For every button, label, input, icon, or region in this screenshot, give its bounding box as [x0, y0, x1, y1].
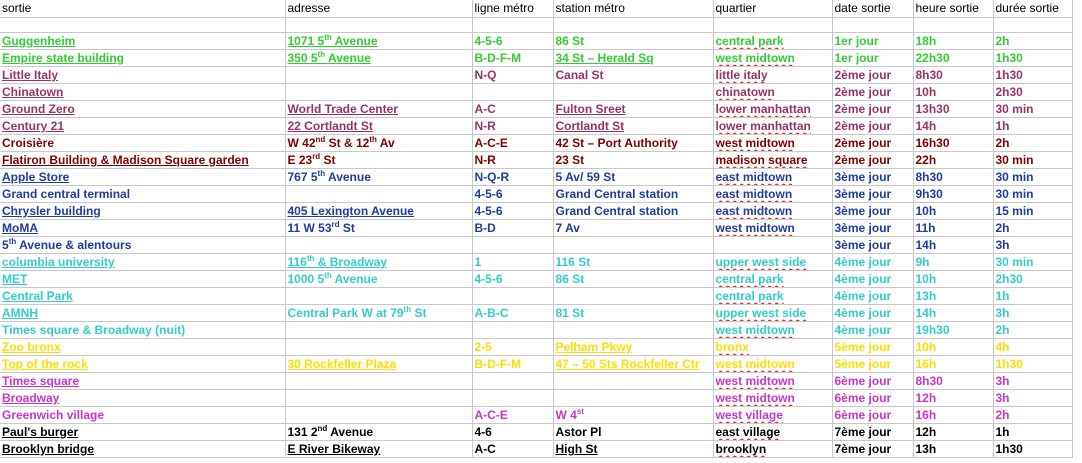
cell-sortie[interactable]: MoMA: [0, 220, 285, 237]
cell-quartier[interactable]: madison square: [713, 152, 832, 169]
cell-sortie[interactable]: Times square & Broadway (nuit): [0, 322, 285, 339]
table-row: [0, 237, 1072, 254]
cell-heure-sortie[interactable]: 14h: [913, 118, 993, 135]
empty-cell[interactable]: [285, 18, 472, 33]
cell-adresse[interactable]: Central Park W at 79th St: [285, 305, 472, 322]
cell-heure-sortie[interactable]: 10h: [913, 203, 993, 220]
cell-duree-sortie[interactable]: 30 min: [993, 152, 1072, 169]
cell-date-sortie[interactable]: 6ème jour: [832, 407, 913, 424]
cell-station-metro[interactable]: 7 Av: [553, 220, 713, 237]
cell-quartier[interactable]: west midtown: [713, 220, 832, 237]
cell-sortie[interactable]: Greenwich village: [0, 407, 285, 424]
cell-ligne-metro[interactable]: A-B-C: [472, 305, 553, 322]
cell-adresse[interactable]: E River Bikeway: [285, 441, 472, 458]
header-cell[interactable]: sortie: [0, 0, 285, 18]
cell-adresse[interactable]: 11 W 53rd St: [285, 220, 472, 237]
cell-date-sortie[interactable]: 2ème jour: [832, 101, 913, 118]
header-cell[interactable]: station métro: [553, 0, 713, 18]
cell-quartier[interactable]: bronx: [713, 339, 832, 356]
cell-station-metro[interactable]: 116 St: [553, 254, 713, 271]
ordinal-suffix: th: [403, 305, 412, 314]
table-row: [0, 356, 1072, 373]
cell-date-sortie[interactable]: 4ème jour: [832, 271, 913, 288]
ordinal-suffix: rd: [331, 220, 340, 229]
cell-date-sortie[interactable]: 5ème jour: [832, 339, 913, 356]
cell-adresse[interactable]: [285, 390, 472, 407]
cell-sortie[interactable]: Brooklyn bridge: [0, 441, 285, 458]
header-cell[interactable]: adresse: [285, 0, 472, 18]
empty-row: [0, 18, 1072, 33]
cell-heure-sortie[interactable]: 16h30: [913, 135, 993, 152]
cell-ligne-metro[interactable]: 4-6: [472, 424, 553, 441]
cell-adresse[interactable]: 405 Lexington Avenue: [285, 203, 472, 220]
cell-ligne-metro[interactable]: 1: [472, 254, 553, 271]
cell-ligne-metro[interactable]: [472, 322, 553, 339]
cell-sortie[interactable]: Central Park: [0, 288, 285, 305]
cell-adresse[interactable]: World Trade Center: [285, 101, 472, 118]
cell-heure-sortie[interactable]: 13h: [913, 441, 993, 458]
empty-cell[interactable]: [713, 18, 832, 33]
cell-date-sortie[interactable]: 4ème jour: [832, 322, 913, 339]
cell-ligne-metro[interactable]: [472, 373, 553, 390]
cell-date-sortie[interactable]: 2ème jour: [832, 84, 913, 101]
table-row: [0, 220, 1072, 237]
cell-duree-sortie[interactable]: 2h30: [993, 271, 1072, 288]
cell-station-metro[interactable]: 5 Av/ 59 St: [553, 169, 713, 186]
table-row: [0, 169, 1072, 186]
cell-duree-sortie[interactable]: 1h: [993, 424, 1072, 441]
cell-duree-sortie[interactable]: 2h: [993, 220, 1072, 237]
cell-duree-sortie[interactable]: 3h: [993, 390, 1072, 407]
cell-adresse[interactable]: 116th & Broadway: [285, 254, 472, 271]
table-row: [0, 33, 1072, 50]
cell-quartier[interactable]: west midtown: [713, 356, 832, 373]
cell-station-metro[interactable]: [553, 390, 713, 407]
cell-ligne-metro[interactable]: [472, 288, 553, 305]
cell-heure-sortie[interactable]: 9h30: [913, 186, 993, 203]
ordinal-suffix: th: [369, 135, 377, 144]
cell-ligne-metro[interactable]: 4-5-6: [472, 33, 553, 50]
cell-heure-sortie[interactable]: 10h: [913, 84, 993, 101]
cell-duree-sortie[interactable]: 30 min: [993, 169, 1072, 186]
table-row: [0, 305, 1072, 322]
cell-date-sortie[interactable]: 2ème jour: [832, 118, 913, 135]
cell-adresse[interactable]: [285, 186, 472, 203]
cell-quartier[interactable]: upper west side: [713, 305, 832, 322]
empty-cell[interactable]: [993, 18, 1072, 33]
table-row: [0, 339, 1072, 356]
cell-adresse[interactable]: [285, 339, 472, 356]
cell-quartier[interactable]: [713, 237, 832, 254]
cell-quartier[interactable]: brooklyn: [713, 441, 832, 458]
cell-quartier[interactable]: west midtown: [713, 390, 832, 407]
cell-station-metro[interactable]: Fulton Sreet: [553, 101, 713, 118]
cell-station-metro[interactable]: 23 St: [553, 152, 713, 169]
cell-sortie[interactable]: Croisière: [0, 135, 285, 152]
header-cell[interactable]: ligne métro: [472, 0, 553, 18]
header-cell[interactable]: durée sortie: [993, 0, 1072, 18]
cell-date-sortie[interactable]: 3ème jour: [832, 203, 913, 220]
cell-adresse[interactable]: [285, 373, 472, 390]
cell-date-sortie[interactable]: 2ème jour: [832, 67, 913, 84]
empty-cell[interactable]: [0, 18, 285, 33]
cell-station-metro[interactable]: [553, 84, 713, 101]
cell-quartier[interactable]: east midtown: [713, 186, 832, 203]
cell-heure-sortie[interactable]: 19h30: [913, 322, 993, 339]
cell-duree-sortie[interactable]: 1h: [993, 288, 1072, 305]
cell-quartier[interactable]: west village: [713, 407, 832, 424]
ordinal-suffix: th: [317, 50, 326, 59]
cell-quartier[interactable]: little italy: [713, 67, 832, 84]
cell-adresse[interactable]: E 23rd St: [285, 152, 472, 169]
cell-quartier[interactable]: west midtown: [713, 373, 832, 390]
cell-heure-sortie[interactable]: 13h30: [913, 101, 993, 118]
cell-duree-sortie[interactable]: 3h: [993, 373, 1072, 390]
cell-adresse[interactable]: [285, 322, 472, 339]
cell-heure-sortie[interactable]: 18h: [913, 33, 993, 50]
cell-quartier[interactable]: east midtown: [713, 203, 832, 220]
table-row: [0, 152, 1072, 169]
cell-sortie[interactable]: Flatiron Building & Madison Square garden: [0, 152, 285, 169]
cell-station-metro[interactable]: 47 – 50 Sts Rockfeller Ctr: [553, 356, 713, 373]
cell-duree-sortie[interactable]: 30 min: [993, 254, 1072, 271]
cell-sortie[interactable]: MET: [0, 271, 285, 288]
cell-duree-sortie[interactable]: 30 min: [993, 101, 1072, 118]
cell-sortie[interactable]: columbia university: [0, 254, 285, 271]
cell-sortie[interactable]: Chrysler building: [0, 203, 285, 220]
cell-heure-sortie[interactable]: 11h: [913, 220, 993, 237]
cell-duree-sortie[interactable]: 2h: [993, 135, 1072, 152]
cell-station-metro[interactable]: 34 St – Herald Sq: [553, 50, 713, 67]
cell-ligne-metro[interactable]: A-C-E: [472, 135, 553, 152]
cell-date-sortie[interactable]: 4ème jour: [832, 305, 913, 322]
ordinal-suffix: nd: [315, 135, 326, 144]
cell-date-sortie[interactable]: 2ème jour: [832, 135, 913, 152]
cell-station-metro[interactable]: [553, 237, 713, 254]
cell-ligne-metro[interactable]: N-R: [472, 152, 553, 169]
table-row: [0, 441, 1072, 458]
cell-heure-sortie[interactable]: 14h: [913, 237, 993, 254]
ordinal-suffix: th: [317, 169, 326, 178]
cell-sortie[interactable]: Broadway: [0, 390, 285, 407]
table-row: [0, 186, 1072, 203]
empty-cell[interactable]: [832, 18, 913, 33]
cell-sortie[interactable]: Guggenheim: [0, 33, 285, 50]
cell-quartier[interactable]: east midtown: [713, 169, 832, 186]
cell-sortie[interactable]: Chinatown: [0, 84, 285, 101]
table-row: [0, 50, 1072, 67]
cell-adresse[interactable]: [285, 237, 472, 254]
cell-station-metro[interactable]: Astor Pl: [553, 424, 713, 441]
empty-cell[interactable]: [913, 18, 993, 33]
cell-duree-sortie[interactable]: 2h: [993, 33, 1072, 50]
cell-ligne-metro[interactable]: [472, 84, 553, 101]
cell-adresse[interactable]: [285, 288, 472, 305]
ordinal-suffix: nd: [317, 424, 328, 433]
cell-heure-sortie[interactable]: 22h30: [913, 50, 993, 67]
cell-station-metro[interactable]: Canal St: [553, 67, 713, 84]
cell-quartier[interactable]: central park: [713, 33, 832, 50]
table-row: [0, 203, 1072, 220]
cell-quartier[interactable]: lower manhattan: [713, 118, 832, 135]
cell-date-sortie[interactable]: 6ème jour: [832, 390, 913, 407]
cell-quartier[interactable]: lower manhattan: [713, 101, 832, 118]
cell-ligne-metro[interactable]: 2-5: [472, 339, 553, 356]
cell-date-sortie[interactable]: 2ème jour: [832, 152, 913, 169]
cell-heure-sortie[interactable]: 8h30: [913, 373, 993, 390]
cell-station-metro[interactable]: 42 St – Port Authority: [553, 135, 713, 152]
cell-ligne-metro[interactable]: 4-5-6: [472, 271, 553, 288]
cell-duree-sortie[interactable]: 2h30: [993, 84, 1072, 101]
cell-duree-sortie[interactable]: 1h30: [993, 50, 1072, 67]
cell-adresse[interactable]: W 42nd St & 12th Av: [285, 135, 472, 152]
table-row: [0, 288, 1072, 305]
cell-heure-sortie[interactable]: 8h30: [913, 169, 993, 186]
cell-ligne-metro[interactable]: A-C: [472, 441, 553, 458]
cell-duree-sortie[interactable]: 4h: [993, 339, 1072, 356]
ordinal-suffix: rd: [312, 152, 321, 161]
cell-station-metro[interactable]: Grand Central station: [553, 186, 713, 203]
cell-duree-sortie[interactable]: 15 min: [993, 203, 1072, 220]
cell-ligne-metro[interactable]: A-C: [472, 101, 553, 118]
cell-sortie[interactable]: Zoo bronx: [0, 339, 285, 356]
cell-ligne-metro[interactable]: 4-5-6: [472, 203, 553, 220]
cell-heure-sortie[interactable]: 16h: [913, 407, 993, 424]
cell-ligne-metro[interactable]: A-C-E: [472, 407, 553, 424]
cell-station-metro[interactable]: Cortlandt St: [553, 118, 713, 135]
cell-duree-sortie[interactable]: 1h: [993, 118, 1072, 135]
cell-sortie[interactable]: Ground Zero: [0, 101, 285, 118]
cell-quartier[interactable]: chinatown: [713, 84, 832, 101]
cell-duree-sortie[interactable]: 2h: [993, 407, 1072, 424]
ordinal-suffix: th: [324, 33, 332, 42]
cell-duree-sortie[interactable]: 1h30: [993, 441, 1072, 458]
cell-duree-sortie[interactable]: 3h: [993, 305, 1072, 322]
cell-date-sortie[interactable]: 1er jour: [832, 50, 913, 67]
cell-date-sortie[interactable]: 7ème jour: [832, 424, 913, 441]
cell-ligne-metro[interactable]: [472, 390, 553, 407]
cell-station-metro[interactable]: 86 St: [553, 33, 713, 50]
cell-heure-sortie[interactable]: 9h: [913, 254, 993, 271]
header-cell[interactable]: heure sortie: [913, 0, 993, 18]
cell-sortie[interactable]: Empire state building: [0, 50, 285, 67]
cell-adresse[interactable]: [285, 84, 472, 101]
cell-ligne-metro[interactable]: B-D: [472, 220, 553, 237]
ordinal-suffix: st: [576, 407, 584, 416]
cell-ligne-metro[interactable]: N-Q: [472, 67, 553, 84]
table-row: [0, 118, 1072, 135]
cell-ligne-metro[interactable]: [472, 237, 553, 254]
cell-date-sortie[interactable]: 5ème jour: [832, 356, 913, 373]
cell-date-sortie[interactable]: 3ème jour: [832, 220, 913, 237]
cell-station-metro[interactable]: [553, 288, 713, 305]
table-row: [0, 424, 1072, 441]
cell-date-sortie[interactable]: 7ème jour: [832, 441, 913, 458]
cell-heure-sortie[interactable]: 8h30: [913, 67, 993, 84]
cell-duree-sortie[interactable]: 30 min: [993, 186, 1072, 203]
cell-ligne-metro[interactable]: 4-5-6: [472, 186, 553, 203]
cell-ligne-metro[interactable]: N-Q-R: [472, 169, 553, 186]
header-row: [0, 0, 1072, 18]
cell-quartier[interactable]: central park: [713, 271, 832, 288]
ordinal-suffix: th: [324, 271, 332, 280]
table-row: [0, 135, 1072, 152]
cell-heure-sortie[interactable]: 10h: [913, 271, 993, 288]
cell-sortie[interactable]: AMNH: [0, 305, 285, 322]
cell-heure-sortie[interactable]: 22h: [913, 152, 993, 169]
cell-heure-sortie[interactable]: 10h: [913, 339, 993, 356]
cell-adresse[interactable]: 1000 5th Avenue: [285, 271, 472, 288]
cell-ligne-metro[interactable]: N-R: [472, 118, 553, 135]
cell-date-sortie[interactable]: 6ème jour: [832, 373, 913, 390]
table-row: [0, 271, 1072, 288]
cell-quartier[interactable]: west midtown: [713, 135, 832, 152]
cell-quartier[interactable]: west midtown: [713, 50, 832, 67]
cell-sortie[interactable]: Apple Store: [0, 169, 285, 186]
cell-quartier[interactable]: central park: [713, 288, 832, 305]
cell-sortie[interactable]: Times square: [0, 373, 285, 390]
cell-duree-sortie[interactable]: 2h: [993, 322, 1072, 339]
cell-duree-sortie[interactable]: 3h: [993, 237, 1072, 254]
table-row: [0, 373, 1072, 390]
header-cell[interactable]: date sortie: [832, 0, 913, 18]
cell-sortie[interactable]: Century 21: [0, 118, 285, 135]
table-row: [0, 407, 1072, 424]
cell-quartier[interactable]: east village: [713, 424, 832, 441]
cell-adresse[interactable]: [285, 67, 472, 84]
header-cell[interactable]: quartier: [713, 0, 832, 18]
cell-date-sortie[interactable]: 3ème jour: [832, 237, 913, 254]
cell-sortie[interactable]: Grand central terminal: [0, 186, 285, 203]
table-row: [0, 84, 1072, 101]
empty-cell[interactable]: [472, 18, 553, 33]
cell-ligne-metro[interactable]: B-D-F-M: [472, 356, 553, 373]
cell-station-metro[interactable]: 81 St: [553, 305, 713, 322]
cell-heure-sortie[interactable]: 12h: [913, 424, 993, 441]
cell-adresse[interactable]: 767 5th Avenue: [285, 169, 472, 186]
cell-station-metro[interactable]: Pelham Pkwy: [553, 339, 713, 356]
cell-quartier[interactable]: west midtown: [713, 322, 832, 339]
cell-date-sortie[interactable]: 4ème jour: [832, 288, 913, 305]
cell-heure-sortie[interactable]: 16h: [913, 356, 993, 373]
cell-adresse[interactable]: [285, 407, 472, 424]
cell-adresse[interactable]: 22 Cortlandt St: [285, 118, 472, 135]
cell-station-metro[interactable]: [553, 373, 713, 390]
cell-duree-sortie[interactable]: 1h30: [993, 356, 1072, 373]
cell-adresse[interactable]: 350 5th Avenue: [285, 50, 472, 67]
table-row: [0, 101, 1072, 118]
cell-date-sortie[interactable]: 3ème jour: [832, 169, 913, 186]
cell-sortie[interactable]: Paul's burger: [0, 424, 285, 441]
cell-date-sortie[interactable]: 3ème jour: [832, 186, 913, 203]
cell-ligne-metro[interactable]: B-D-F-M: [472, 50, 553, 67]
cell-station-metro[interactable]: W 4st: [553, 407, 713, 424]
cell-sortie[interactable]: Top of the rock: [0, 356, 285, 373]
cell-heure-sortie[interactable]: 13h: [913, 288, 993, 305]
cell-duree-sortie[interactable]: 1h30: [993, 67, 1072, 84]
cell-adresse[interactable]: 30 Rockfeller Plaza: [285, 356, 472, 373]
ordinal-suffix: th: [8, 237, 17, 246]
cell-heure-sortie[interactable]: 12h: [913, 390, 993, 407]
cell-sortie[interactable]: Little Italy: [0, 67, 285, 84]
table-row: [0, 67, 1072, 84]
cell-quartier[interactable]: upper west side: [713, 254, 832, 271]
cell-adresse[interactable]: 1071 5th Avenue: [285, 33, 472, 50]
cell-station-metro[interactable]: [553, 322, 713, 339]
ordinal-suffix: th: [306, 254, 315, 263]
cell-station-metro[interactable]: 86 St: [553, 271, 713, 288]
cell-date-sortie[interactable]: 4ème jour: [832, 254, 913, 271]
cell-station-metro[interactable]: High St: [553, 441, 713, 458]
cell-date-sortie[interactable]: 1er jour: [832, 33, 913, 50]
table-row: [0, 254, 1072, 271]
cell-adresse[interactable]: 131 2nd Avenue: [285, 424, 472, 441]
table-row: [0, 322, 1072, 339]
cell-heure-sortie[interactable]: 14h: [913, 305, 993, 322]
table-row: [0, 390, 1072, 407]
empty-cell[interactable]: [553, 18, 713, 33]
cell-station-metro[interactable]: Grand Central station: [553, 203, 713, 220]
cell-sortie[interactable]: 5th Avenue & alentours: [0, 237, 285, 254]
